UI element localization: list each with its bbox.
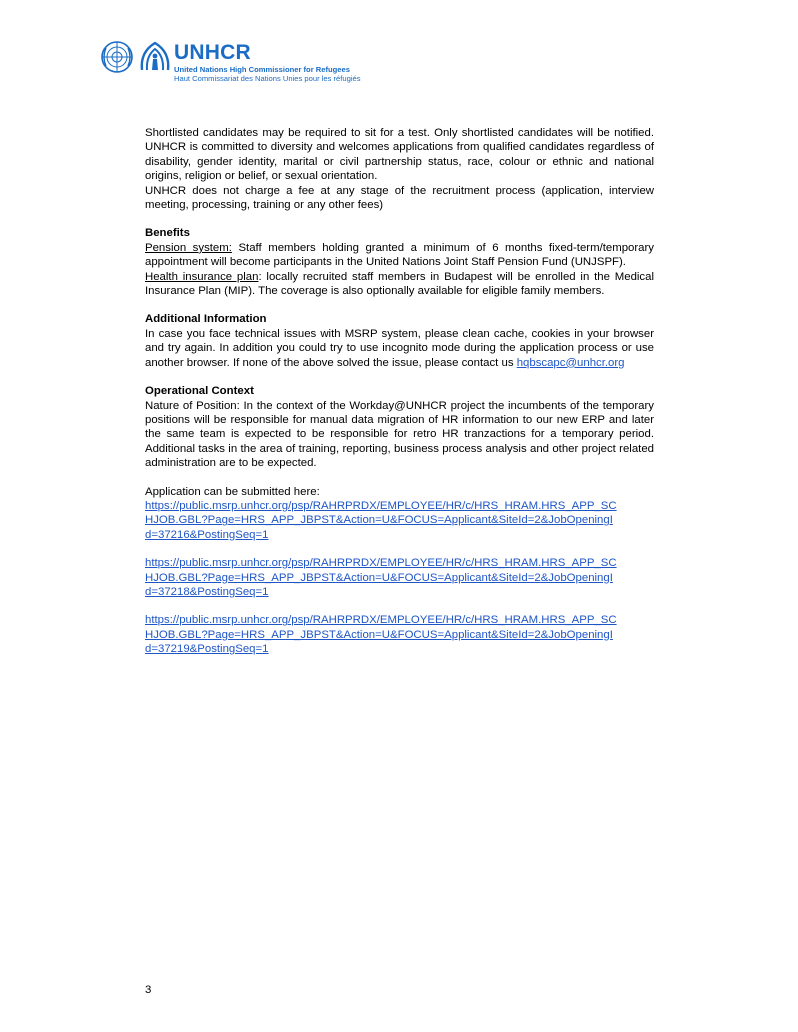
health-paragraph (145, 270, 654, 299)
application-intro: Application can be submitted here: (145, 485, 320, 498)
operational-context-heading: Operational Context (145, 385, 254, 398)
application-link-2-line-1[interactable]: https://public.msrp.unhcr.org/psp/RAHRPRDX/EMPLOYEE/HR/c/HRS_HRAM.HRS_APP_SC (145, 557, 617, 570)
intro-paragraph-2: UNHCR does not charge a fee at any stage of the recruitment process (application, interview meeting, processing, training or any other fees) (145, 184, 654, 212)
application-link-2[interactable] (145, 556, 654, 599)
pension-label: Pension system: (145, 241, 232, 254)
brand-name: UNHCR (174, 41, 251, 64)
application-link-1-line-1[interactable]: https://public.msrp.unhcr.org/psp/RAHRPRDX/EMPLOYEE/HR/c/HRS_HRAM.HRS_APP_SC (145, 499, 617, 512)
health-text: : locally recruited staff members in Budapest will be enrolled in the Medical Insurance Plan (MIP). The coverage is also optionally available for eligible family members. (145, 270, 654, 298)
additional-info-text: In case you face technical issues with MSRP system, please clean cache, cookies in your browser and try again. In addition you could try to use incognito mode during the application process or use another browser. If none of the above solved the issue, please contact us (145, 327, 654, 369)
pension-text: Staff members holding granted a minimum of 6 months fixed-term/temporary appointment will become participants in the United Nations Joint Staff Pension Fund (UNJSPF). (145, 241, 655, 269)
application-link-3[interactable] (145, 613, 654, 656)
health-label: Health insurance plan (145, 270, 259, 283)
additional-info-paragraph (145, 327, 654, 370)
tagline-french: Haut Commissariat des Nations Unies pour les réfugiés (174, 74, 361, 83)
page-number: 3 (145, 984, 152, 996)
unhcr-logo (100, 40, 361, 83)
tagline-english: United Nations High Commissioner for Refugees (174, 65, 350, 74)
unhcr-emblem-icon (138, 40, 172, 74)
benefits-heading: Benefits (145, 227, 190, 240)
intro-paragraph-1: Shortlisted candidates may be required to sit for a test. Only shortlisted candidates will be notified. UNHCR is committed to diversity and welcomes applications from qualified candidates regardless of disability, gender identity, marital or civil partnership status, race, colour or ethnic and national origins, religion or belief, or sexual orientation. (145, 127, 654, 183)
application-link-2-line-2[interactable]: HJOB.GBL?Page=HRS_APP_JBPST&Action=U&FOCUS=Applicant&SiteId=2&JobOpeningI (145, 571, 613, 584)
document-body (145, 126, 654, 657)
support-email-link[interactable]: hqbscapc@unhcr.org (516, 356, 625, 369)
un-emblem-icon (100, 40, 134, 74)
application-link-3-line-1[interactable]: https://public.msrp.unhcr.org/psp/RAHRPRDX/EMPLOYEE/HR/c/HRS_HRAM.HRS_APP_SC (145, 614, 617, 627)
application-link-1[interactable] (145, 499, 654, 542)
application-link-1-line-2[interactable]: HJOB.GBL?Page=HRS_APP_JBPST&Action=U&FOCUS=Applicant&SiteId=2&JobOpeningI (145, 514, 613, 527)
application-link-2-line-3[interactable]: d=37218&PostingSeq=1 (145, 585, 269, 598)
pension-paragraph (145, 241, 654, 270)
additional-info-heading: Additional Information (145, 313, 267, 326)
operational-context-paragraph: Nature of Position: In the context of the Workday@UNHCR project the incumbents of the temporary positions will be responsible for manual data migration of HR information to our new ERP and later the same team is expected to be responsible for retro HR tranzactions for a temporary period. Additional tasks in the area of training, reporting, business process analysis and other project related administration are to be expected. (145, 399, 654, 470)
application-link-3-line-2[interactable]: HJOB.GBL?Page=HRS_APP_JBPST&Action=U&FOCUS=Applicant&SiteId=2&JobOpeningI (145, 628, 613, 641)
application-link-3-line-3[interactable]: d=37219&PostingSeq=1 (145, 643, 269, 656)
logo-text (174, 42, 361, 83)
application-link-1-line-3[interactable]: d=37216&PostingSeq=1 (145, 528, 269, 541)
